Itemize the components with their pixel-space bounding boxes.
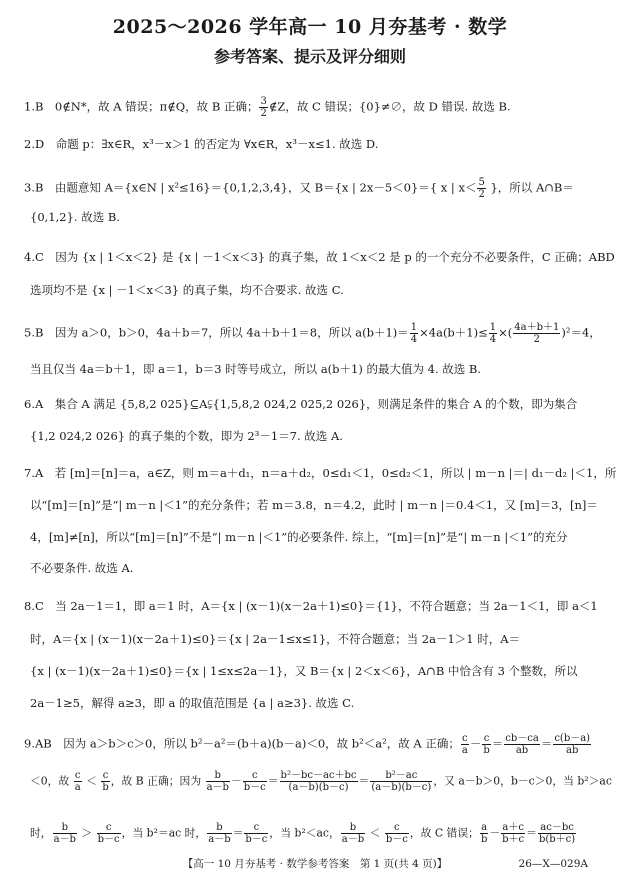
fraction: $\frac{c}{a}$ bbox=[74, 770, 81, 793]
fraction: $\frac{b}{a-b}$ bbox=[206, 770, 229, 793]
answer-8-cont1: 时，A＝{x | (x－1)(x－2a＋1)≤0}＝{x | 2a－1≤x≤1}，不符合题意；当 2a－1＞1 时，A＝ bbox=[30, 632, 521, 646]
page-title: 2025～2026 学年高一 10 月夯基考 · 数学 bbox=[112, 16, 508, 38]
fraction: $\frac{c}{b-c}$ bbox=[243, 770, 266, 793]
answer-4-cont: 选项均不是 {x | －1＜x＜3} 的真子集，均不合要求. 故选 C. bbox=[30, 283, 344, 297]
answer-9: 9.AB 因为 a＞b＞c＞0，所以 b²－a²＝(b＋a)(b－a)＜0，故 b²＜a²，故 A 正确； $\frac{c}{a}$ － $\frac{c}{b}$ ＝ $\frac{cb-ca}{ab}$ ＝ $\frac{c(b-a)}{ab}$ bbox=[24, 733, 591, 756]
answer-7-cont3: 不必要条件. 故选 A. bbox=[30, 561, 134, 575]
fraction: $\frac{b}{a-b}$ bbox=[208, 822, 231, 845]
answer-2: 2.D 命题 p：∃x∈R，x³－x＞1 的否定为 ∀x∈R，x³－x≤1. 故选 D. bbox=[24, 137, 379, 151]
fraction: $\frac{c}{b-c}$ bbox=[97, 822, 120, 845]
answer-8-cont3: 2a－1≥5，解得 a≥3，即 a 的取值范围是 {a | a≥3}. 故选 C. bbox=[30, 696, 355, 710]
fraction: $\frac{3}{2}$ bbox=[260, 96, 267, 119]
answer-9-cont1: ＜0，故 $\frac{c}{a}$ ＜ $\frac{c}{b}$ ，故 B 正确；因为 $\frac{b}{a-b}$ － $\frac{c}{b-c}$ ＝ $\frac{\text{b²－bc－ac＋bc}}{(a-b)(b-c)}$ ＝ $\frac{\text{b²－ac}}{(a-b)(b-c)}$ ，又 a－b＞0，b－c＞0，当 b²＞ac bbox=[30, 770, 612, 793]
fraction: $\frac{5}{2}$ bbox=[478, 177, 485, 200]
answer-6: 6.A 集合 A 满足 {5,8,2 025}⊆A⫋{1,5,8,2 024,2 025,2 026}，则满足条件的集合 A 的个数，即为集合 bbox=[24, 397, 578, 411]
fraction: $\frac{a}{b}$ bbox=[480, 822, 488, 845]
answer-7-cont1: 以“[m]＝[n]”是“| m－n |＜1”的充分条件；若 m＝3.8，n＝4.2，此时 | m－n |＝0.4＜1，又 [m]＝3，[n]＝ bbox=[30, 498, 598, 512]
answer-7: 7.A 若 [m]＝[n]＝a，a∈Z，则 m＝a＋d₁，n＝a＋d₂，0≤d₁＜1，0≤d₂＜1，所以 | m－n |＝| d₁－d₂ |＜1，所 bbox=[24, 466, 617, 480]
fraction: $\frac{b}{a-b}$ bbox=[341, 822, 365, 845]
fraction: $\frac{a+c}{b+c}$ bbox=[502, 822, 525, 845]
answer-4: 4.C 因为 {x | 1＜x＜2} 是 {x | －1＜x＜3} 的真子集，故 1＜x＜2 是 p 的一个充分不必要条件，C 正确；ABD bbox=[24, 250, 615, 264]
answer-8-cont2: {x | (x－1)(x－2a＋1)≤0}＝{x | 1≤x≤2a－1}，又 B＝{x | 2＜x＜6}，A∩B 中恰含有 3 个整数，所以 bbox=[30, 664, 578, 678]
answer-1: 1.B 0∉N*，故 A 错误；π∉Q，故 B 正确； $\frac{3}{2}$ ∉Z，故 C 错误；{0}≠∅，故 D 错误. 故选 B. bbox=[24, 96, 511, 119]
fraction: $\frac{ac-bc}{b(b+c)}$ bbox=[538, 822, 576, 845]
fraction: $\frac{cb-ca}{ab}$ bbox=[505, 733, 539, 756]
fraction: $\frac{1}{4}$ bbox=[489, 322, 497, 345]
answer-9-cont2: 时， $\frac{b}{a-b}$ ＞ $\frac{c}{b-c}$ ，当 b²＝ac 时， $\frac{b}{a-b}$ ＝ $\frac{c}{b-c}$ ，当 b²＜ac， $\frac{b}{a-b}$ ＜ $\frac{c}{b-c}$ ，故 C 错误； $\frac{a}{b}$ － $\frac{a+c}{b+c}$ ＝ $\frac{ac-bc}{b(b+c)}$ bbox=[30, 822, 576, 845]
answer-3-cont: {0,1,2}. 故选 B. bbox=[30, 210, 120, 224]
fraction: $\frac{1}{4}$ bbox=[410, 322, 418, 345]
fraction: $\frac{c(b-a)}{ab}$ bbox=[554, 733, 591, 756]
answer-3: 3.B 由题意知 A＝{x∈N | x²≤16}＝{0,1,2,3,4}，又 B＝{x | 2x－5＜0}＝{ x | x＜ $\frac{5}{2}$ }，所以 A∩B＝ bbox=[24, 177, 574, 200]
page-subtitle: 参考答案、提示及评分细则 bbox=[213, 47, 406, 66]
page-footer bbox=[0, 856, 620, 872]
fraction: $\frac{b}{a-b}$ bbox=[53, 822, 76, 845]
fraction: $\frac{c}{a}$ bbox=[461, 733, 468, 756]
answer-6-cont: {1,2 024,2 026} 的真子集的个数，即为 2³－1＝7. 故选 A. bbox=[30, 429, 343, 443]
footer-page-info: 【高一 10 月夯基考 · 数学参考答案 第 1 页(共 4 页)】 bbox=[182, 858, 448, 870]
fraction: $\frac{c}{b-c}$ bbox=[245, 822, 268, 845]
fraction: $\frac{c}{b-c}$ bbox=[385, 822, 408, 845]
answer-5: 5.B 因为 a＞0，b＞0，4a＋b＝7，所以 4a＋b＋1＝8，所以 a(b＋1)＝ $\frac{1}{4}$ ×4a(b＋1)≤ $\frac{1}{4}$ ×( $\frac{4a+b+1}{2}$ )²＝4， bbox=[24, 322, 601, 345]
fraction: $\frac{4a+b+1}{2}$ bbox=[514, 322, 560, 345]
fraction: $\frac{c}{b}$ bbox=[483, 733, 490, 756]
answer-8: 8.C 当 2a－1＝1，即 a＝1 时，A＝{x | (x－1)(x－2a＋1)≤0}＝{1}，不符合题意；当 2a－1＜1，即 a＜1 bbox=[24, 599, 598, 613]
fraction: $\frac{c}{b}$ bbox=[102, 770, 109, 793]
answer-5-cont: 当且仅当 4a＝b＋1，即 a＝1，b＝3 时等号成立，所以 a(b＋1) 的最大值为 4. 故选 B. bbox=[30, 362, 482, 376]
fraction: $\frac{\text{b²－ac}}{(a-b)(b-c)}$ bbox=[371, 770, 432, 793]
fraction: $\frac{\text{b²－bc－ac＋bc}}{(a-b)(b-c)}$ bbox=[280, 770, 357, 793]
answer-7-cont2: 4，[m]≠[n]，所以“[m]＝[n]”不是“| m－n |＜1”的必要条件. 综上，“[m]＝[n]”是“| m－n |＜1”的充分 bbox=[30, 530, 568, 544]
footer-code: 26—X—029A bbox=[518, 858, 588, 870]
